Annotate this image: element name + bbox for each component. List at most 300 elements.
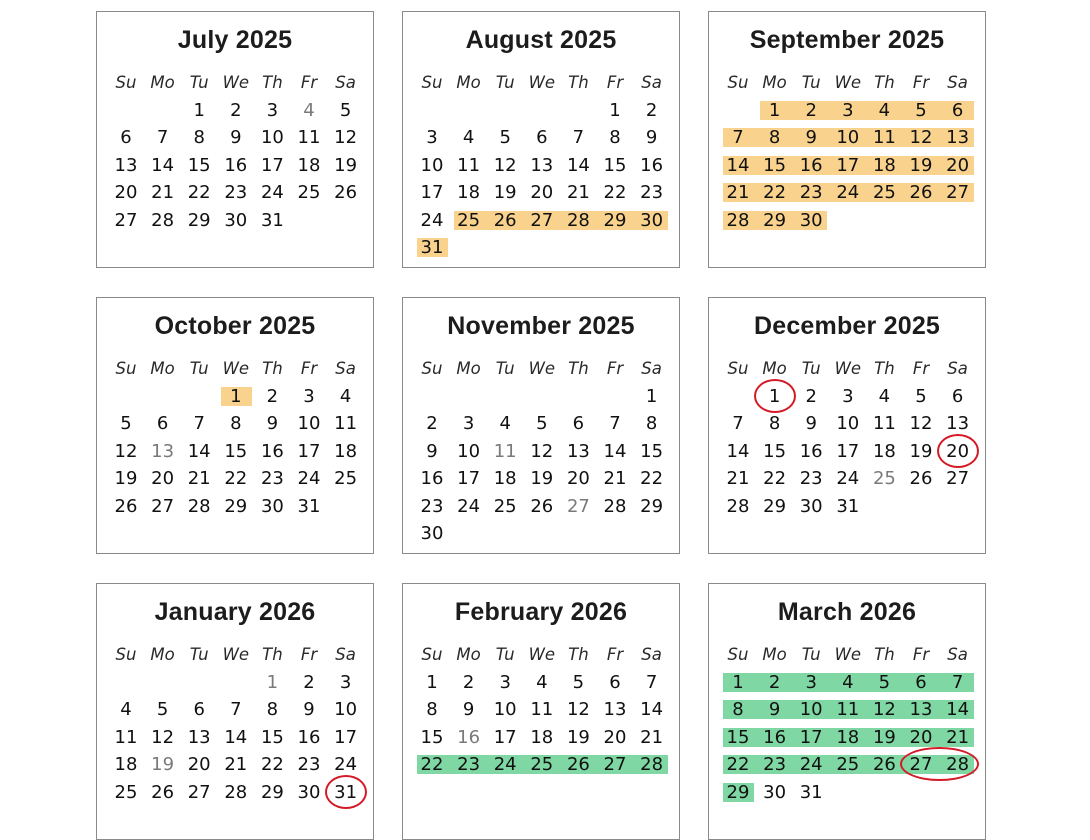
day-cell[interactable]: 26 <box>530 495 554 517</box>
day-cell[interactable]: 6 <box>609 672 621 693</box>
day-cell[interactable]: 19 <box>114 468 138 490</box>
day-cell[interactable]: 7 <box>609 413 621 435</box>
day-cell[interactable]: 29 <box>726 781 750 803</box>
day-cell[interactable]: 4 <box>499 413 511 435</box>
day-cell[interactable]: 1 <box>732 672 744 693</box>
day-cell[interactable]: 26 <box>334 182 358 204</box>
day-cell[interactable]: 2 <box>805 386 817 407</box>
day-cell[interactable]: 13 <box>151 440 175 462</box>
weekday-header: Sa <box>947 645 968 664</box>
day-cell[interactable]: 11 <box>297 127 321 149</box>
day-cell[interactable]: 21 <box>726 182 750 204</box>
day-cell[interactable]: 29 <box>763 495 787 517</box>
day-cell[interactable]: 23 <box>457 754 481 776</box>
day-cell[interactable]: 3 <box>266 100 279 121</box>
day-cell[interactable]: 10 <box>836 127 860 149</box>
day-cell[interactable]: 26 <box>909 182 933 204</box>
day-cell[interactable]: 20 <box>946 154 970 176</box>
day-cell[interactable]: 16 <box>763 726 787 748</box>
day-cell[interactable]: 3 <box>426 127 438 149</box>
day-cell[interactable]: 17 <box>493 726 517 748</box>
day-cell[interactable]: 28 <box>151 209 175 231</box>
day-cell[interactable]: 3 <box>303 386 315 407</box>
day-cell[interactable]: 7 <box>156 127 169 149</box>
weekday-header: Tu <box>495 359 515 378</box>
day-cell[interactable]: 19 <box>530 468 554 490</box>
day-cell[interactable]: 2 <box>303 672 315 693</box>
weekday-header: Su <box>421 645 443 664</box>
day-cell[interactable]: 17 <box>457 468 481 490</box>
day-cell[interactable]: 9 <box>768 699 781 721</box>
day-cell[interactable]: 5 <box>915 386 927 407</box>
day-cell[interactable]: 29 <box>187 209 211 231</box>
day-cell[interactable]: 14 <box>726 440 750 462</box>
weekday-header: Th <box>262 359 283 378</box>
day-cell[interactable]: 18 <box>872 154 896 176</box>
day-cell[interactable]: 8 <box>768 413 781 435</box>
day-cell[interactable]: 21 <box>726 468 750 490</box>
day-cell[interactable]: 19 <box>151 754 175 776</box>
day-cell[interactable]: 4 <box>536 672 548 693</box>
weekday-header: Mo <box>456 645 481 664</box>
day-cell[interactable]: 22 <box>260 754 284 776</box>
day-cell[interactable]: 15 <box>603 154 627 176</box>
day-cell[interactable]: 7 <box>951 672 964 693</box>
day-cell[interactable]: 8 <box>732 699 744 721</box>
day-cell[interactable]: 2 <box>768 672 781 693</box>
day-cell[interactable]: 27 <box>946 182 970 204</box>
day-cell[interactable]: 7 <box>732 413 744 435</box>
weekday-header: Su <box>115 359 137 378</box>
day-cell[interactable]: 16 <box>420 468 444 490</box>
day-cell[interactable]: 6 <box>951 386 964 407</box>
day-cell[interactable]: 4 <box>339 386 352 407</box>
day-cell[interactable]: 5 <box>156 699 169 721</box>
day-cell[interactable]: 16 <box>799 440 823 462</box>
day-cell[interactable]: 28 <box>726 209 750 231</box>
day-cell[interactable]: 1 <box>193 100 205 121</box>
day-cell[interactable]: 10 <box>457 440 481 462</box>
day-cell[interactable]: 21 <box>187 468 211 490</box>
day-cell[interactable]: 12 <box>151 726 175 748</box>
day-cell[interactable]: 29 <box>640 495 664 517</box>
day-cell[interactable]: 30 <box>763 781 787 803</box>
day-cell[interactable]: 18 <box>457 182 481 204</box>
weekday-header: We <box>528 645 556 664</box>
day-cell[interactable]: 24 <box>836 468 860 490</box>
day-cell[interactable]: 22 <box>726 754 750 776</box>
day-cell[interactable]: 13 <box>909 699 933 721</box>
day-cell[interactable]: 9 <box>303 699 315 721</box>
day-cell[interactable]: 5 <box>572 672 585 693</box>
day-cell[interactable]: 8 <box>193 127 205 149</box>
weekday-header: Mo <box>762 73 787 92</box>
circle-mark <box>754 379 796 413</box>
day-cell[interactable]: 28 <box>640 754 664 776</box>
day-cell[interactable]: 27 <box>909 754 933 776</box>
weekday-header: Su <box>115 645 137 664</box>
day-cell[interactable]: 18 <box>493 468 517 490</box>
month-title: March 2026 <box>777 598 917 626</box>
day-cell[interactable]: 5 <box>499 127 511 149</box>
day-cell[interactable]: 27 <box>603 754 627 776</box>
day-cell[interactable]: 31 <box>799 781 823 803</box>
day-cell[interactable]: 24 <box>799 754 823 776</box>
weekday-header: Fr <box>912 645 930 664</box>
day-cell[interactable]: 2 <box>462 672 475 693</box>
day-cell[interactable]: 17 <box>260 154 284 176</box>
day-cell[interactable]: 27 <box>151 495 175 517</box>
day-cell[interactable]: 24 <box>297 468 321 490</box>
day-cell[interactable]: 9 <box>462 699 475 721</box>
day-cell[interactable]: 28 <box>603 495 627 517</box>
day-cell[interactable]: 11 <box>334 413 358 435</box>
day-cell[interactable]: 9 <box>426 440 438 462</box>
day-cell[interactable]: 8 <box>266 699 279 721</box>
day-cell[interactable]: 18 <box>530 726 554 748</box>
day-cell[interactable]: 30 <box>260 495 284 517</box>
day-cell[interactable]: 12 <box>566 699 590 721</box>
day-cell[interactable]: 4 <box>878 100 891 121</box>
day-cell[interactable]: 29 <box>224 495 248 517</box>
day-cell[interactable]: 22 <box>763 468 787 490</box>
day-cell[interactable]: 10 <box>260 127 284 149</box>
day-cell[interactable]: 10 <box>334 699 358 721</box>
day-cell[interactable]: 8 <box>426 699 438 721</box>
day-cell[interactable]: 30 <box>799 209 823 231</box>
day-cell[interactable]: 8 <box>645 413 658 435</box>
day-cell[interactable]: 31 <box>420 237 444 258</box>
day-cell[interactable]: 23 <box>763 754 787 776</box>
day-cell[interactable]: 1 <box>230 386 242 407</box>
weekday-header: Tu <box>189 645 209 664</box>
day-cell[interactable]: 15 <box>726 726 750 748</box>
day-cell[interactable]: 22 <box>187 182 211 204</box>
day-cell[interactable]: 20 <box>946 440 970 462</box>
day-cell[interactable]: 14 <box>151 154 175 176</box>
day-cell[interactable]: 16 <box>297 726 321 748</box>
day-cell[interactable]: 5 <box>120 413 132 435</box>
day-cell[interactable]: 25 <box>872 468 896 490</box>
day-cell[interactable]: 29 <box>763 209 787 231</box>
day-cell[interactable]: 15 <box>224 440 248 462</box>
weekday-header: Mo <box>456 359 481 378</box>
day-cell[interactable]: 13 <box>187 726 211 748</box>
day-cell[interactable]: 15 <box>763 154 787 176</box>
day-cell[interactable]: 5 <box>536 413 548 435</box>
day-cell[interactable]: 15 <box>640 440 664 462</box>
day-cell[interactable]: 24 <box>334 754 358 776</box>
day-cell[interactable]: 13 <box>530 154 554 176</box>
day-cell[interactable]: 2 <box>645 100 658 121</box>
day-cell[interactable]: 19 <box>493 182 517 204</box>
day-cell[interactable]: 25 <box>334 468 358 490</box>
month-title: September 2025 <box>749 26 945 54</box>
day-cell[interactable]: 28 <box>224 781 248 803</box>
day-cell[interactable]: 13 <box>946 127 970 149</box>
day-cell[interactable]: 18 <box>297 154 321 176</box>
day-cell[interactable]: 6 <box>951 100 964 121</box>
day-cell[interactable]: 30 <box>640 209 664 231</box>
day-cell[interactable]: 20 <box>566 468 590 490</box>
day-cell[interactable]: 18 <box>334 440 358 462</box>
day-cell[interactable]: 30 <box>297 781 321 803</box>
day-cell[interactable]: 1 <box>266 672 279 693</box>
day-cell[interactable]: 23 <box>640 182 664 204</box>
day-cell[interactable]: 20 <box>187 754 211 776</box>
day-cell[interactable]: 13 <box>566 440 590 462</box>
day-cell[interactable]: 16 <box>224 154 248 176</box>
day-cell[interactable]: 23 <box>260 468 284 490</box>
day-cell[interactable]: 20 <box>603 726 627 748</box>
day-cell[interactable]: 14 <box>726 154 750 176</box>
day-cell[interactable]: 20 <box>114 182 138 204</box>
day-cell[interactable]: 1 <box>609 100 621 121</box>
day-cell[interactable]: 13 <box>114 154 138 176</box>
day-cell[interactable]: 6 <box>120 127 132 149</box>
day-cell[interactable]: 9 <box>266 413 279 435</box>
day-cell[interactable]: 6 <box>193 699 205 721</box>
day-cell[interactable]: 1 <box>645 386 658 407</box>
day-cell[interactable]: 2 <box>805 100 817 121</box>
day-cell[interactable]: 22 <box>224 468 248 490</box>
day-cell[interactable]: 13 <box>603 699 627 721</box>
day-cell[interactable]: 3 <box>499 672 511 693</box>
day-cell[interactable]: 2 <box>230 100 242 121</box>
weekday-header: Fr <box>912 73 930 92</box>
weekday-header: Tu <box>801 645 821 664</box>
day-cell[interactable]: 14 <box>640 699 664 721</box>
day-cell[interactable]: 10 <box>836 413 860 435</box>
day-cell[interactable]: 11 <box>457 154 481 176</box>
day-cell[interactable]: 18 <box>114 754 138 776</box>
day-cell[interactable]: 6 <box>572 413 585 435</box>
day-cell[interactable]: 28 <box>566 209 590 231</box>
circle-mark <box>937 434 979 468</box>
day-cell[interactable]: 17 <box>799 726 823 748</box>
day-cell[interactable]: 8 <box>768 127 781 149</box>
day-cell[interactable]: 31 <box>260 209 284 231</box>
day-cell[interactable]: 4 <box>120 699 132 721</box>
day-cell[interactable]: 16 <box>640 154 664 176</box>
day-cell[interactable]: 14 <box>566 154 590 176</box>
day-cell[interactable]: 30 <box>224 209 248 231</box>
day-cell[interactable]: 9 <box>805 413 817 435</box>
day-cell[interactable]: 14 <box>603 440 627 462</box>
day-cell[interactable]: 18 <box>872 440 896 462</box>
day-cell[interactable]: 31 <box>297 495 321 517</box>
day-cell[interactable]: 17 <box>836 440 860 462</box>
day-cell[interactable]: 20 <box>151 468 175 490</box>
day-cell[interactable]: 21 <box>224 754 248 776</box>
day-cell[interactable]: 6 <box>156 413 169 435</box>
day-cell[interactable]: 19 <box>909 154 933 176</box>
day-cell[interactable]: 29 <box>603 209 627 231</box>
day-cell[interactable]: 30 <box>799 495 823 517</box>
day-cell[interactable]: 15 <box>763 440 787 462</box>
day-cell[interactable]: 6 <box>536 127 548 149</box>
day-cell[interactable]: 24 <box>420 209 444 231</box>
day-cell[interactable]: 11 <box>530 699 554 721</box>
day-cell[interactable]: 9 <box>645 127 658 149</box>
day-cell[interactable]: 26 <box>872 754 896 776</box>
day-cell[interactable]: 12 <box>909 413 933 435</box>
day-cell[interactable]: 27 <box>530 209 554 231</box>
day-cell[interactable]: 16 <box>799 154 823 176</box>
day-cell[interactable]: 6 <box>915 672 927 693</box>
day-cell[interactable]: 10 <box>799 699 823 721</box>
day-cell[interactable]: 27 <box>114 209 138 231</box>
month-title: December 2025 <box>753 312 941 340</box>
day-cell[interactable]: 23 <box>224 182 248 204</box>
day-cell[interactable]: 16 <box>260 440 284 462</box>
day-cell[interactable]: 21 <box>566 182 590 204</box>
day-cell[interactable]: 12 <box>114 440 138 462</box>
day-cell[interactable]: 18 <box>836 726 860 748</box>
day-cell[interactable]: 21 <box>603 468 627 490</box>
day-cell[interactable]: 5 <box>339 100 352 121</box>
day-cell[interactable]: 31 <box>334 781 358 803</box>
day-cell[interactable]: 22 <box>603 182 627 204</box>
day-cell[interactable]: 7 <box>732 127 744 149</box>
day-cell[interactable]: 15 <box>260 726 284 748</box>
day-cell[interactable]: 12 <box>530 440 554 462</box>
day-cell[interactable]: 25 <box>114 781 138 803</box>
day-cell[interactable]: 4 <box>303 100 315 121</box>
weekday-header: Sa <box>335 359 356 378</box>
day-cell[interactable]: 25 <box>872 182 896 204</box>
day-cell[interactable]: 21 <box>640 726 664 748</box>
day-cell[interactable]: 11 <box>872 413 896 435</box>
day-cell[interactable]: 2 <box>426 413 438 435</box>
weekday-header: Th <box>262 645 283 664</box>
day-cell[interactable]: 22 <box>420 754 444 776</box>
day-cell[interactable]: 28 <box>187 495 211 517</box>
day-cell[interactable]: 27 <box>566 495 590 517</box>
day-cell[interactable]: 24 <box>493 754 517 776</box>
day-cell[interactable]: 30 <box>420 523 444 544</box>
day-cell[interactable]: 25 <box>530 754 554 776</box>
day-cell[interactable]: 17 <box>297 440 321 462</box>
day-cell[interactable]: 29 <box>260 781 284 803</box>
day-cell[interactable]: 14 <box>187 440 211 462</box>
day-cell[interactable]: 10 <box>493 699 517 721</box>
day-cell[interactable]: 15 <box>420 726 444 748</box>
day-cell[interactable]: 11 <box>493 440 517 462</box>
day-cell[interactable]: 11 <box>836 699 860 721</box>
day-cell[interactable]: 11 <box>114 726 138 748</box>
day-cell[interactable]: 17 <box>334 726 358 748</box>
day-cell[interactable]: 23 <box>420 495 444 517</box>
weekday-header: Su <box>727 645 749 664</box>
day-cell[interactable]: 19 <box>566 726 590 748</box>
weekday-header: Mo <box>150 359 175 378</box>
day-cell[interactable]: 4 <box>878 386 891 407</box>
day-cell[interactable]: 21 <box>946 726 970 748</box>
day-cell[interactable]: 9 <box>230 127 242 149</box>
day-cell[interactable]: 12 <box>493 154 517 176</box>
day-cell[interactable]: 28 <box>946 754 970 776</box>
day-cell[interactable]: 12 <box>334 127 358 149</box>
day-cell[interactable]: 12 <box>872 699 896 721</box>
day-cell[interactable]: 2 <box>266 386 279 407</box>
day-cell[interactable]: 1 <box>768 386 781 407</box>
day-cell[interactable]: 26 <box>909 468 933 490</box>
day-cell[interactable]: 9 <box>805 127 817 149</box>
day-cell[interactable]: 26 <box>151 781 175 803</box>
day-cell[interactable]: 8 <box>609 127 621 149</box>
day-cell[interactable]: 22 <box>763 182 787 204</box>
day-cell[interactable]: 24 <box>836 182 860 204</box>
day-cell[interactable]: 10 <box>420 154 444 176</box>
day-cell[interactable]: 24 <box>260 182 284 204</box>
day-cell[interactable]: 19 <box>872 726 896 748</box>
day-cell[interactable]: 23 <box>799 468 823 490</box>
day-cell[interactable]: 17 <box>836 154 860 176</box>
weekday-header: Su <box>727 73 749 92</box>
day-cell[interactable]: 16 <box>457 726 481 748</box>
day-cell[interactable]: 26 <box>493 209 517 231</box>
day-cell[interactable]: 10 <box>297 413 321 435</box>
day-cell[interactable]: 15 <box>187 154 211 176</box>
day-cell[interactable]: 25 <box>297 182 321 204</box>
day-cell[interactable]: 19 <box>909 440 933 462</box>
day-cell[interactable]: 27 <box>187 781 211 803</box>
day-cell[interactable]: 28 <box>726 495 750 517</box>
day-cell[interactable]: 4 <box>842 672 854 693</box>
weekday-header: Tu <box>189 359 209 378</box>
day-cell[interactable]: 23 <box>297 754 321 776</box>
day-cell[interactable]: 20 <box>909 726 933 748</box>
day-cell[interactable]: 4 <box>462 127 475 149</box>
day-cell[interactable]: 1 <box>768 100 781 121</box>
day-cell[interactable]: 8 <box>230 413 242 435</box>
day-cell[interactable]: 23 <box>799 182 823 204</box>
day-cell[interactable]: 27 <box>946 468 970 490</box>
day-cell[interactable]: 13 <box>946 413 970 435</box>
day-cell[interactable]: 7 <box>572 127 585 149</box>
day-cell[interactable]: 20 <box>530 182 554 204</box>
day-cell[interactable]: 26 <box>114 495 138 517</box>
day-cell[interactable]: 3 <box>842 100 854 121</box>
day-cell[interactable]: 11 <box>872 127 896 149</box>
day-cell[interactable]: 3 <box>462 413 475 435</box>
day-cell[interactable]: 25 <box>836 754 860 776</box>
day-cell[interactable]: 24 <box>457 495 481 517</box>
day-cell[interactable]: 7 <box>193 413 205 435</box>
day-cell[interactable]: 22 <box>640 468 664 490</box>
day-cell[interactable]: 14 <box>224 726 248 748</box>
day-cell[interactable]: 17 <box>420 182 444 204</box>
day-cell[interactable]: 5 <box>915 100 927 121</box>
day-cell[interactable]: 7 <box>230 699 242 721</box>
day-cell[interactable]: 25 <box>457 209 481 231</box>
day-cell[interactable]: 3 <box>339 672 352 693</box>
day-cell[interactable]: 25 <box>493 495 517 517</box>
day-cell[interactable]: 5 <box>878 672 891 693</box>
day-cell[interactable]: 3 <box>842 386 854 407</box>
day-cell[interactable]: 14 <box>946 699 970 721</box>
day-cell[interactable]: 21 <box>151 182 175 204</box>
day-cell[interactable]: 31 <box>836 495 860 517</box>
weekday-header: Tu <box>801 73 821 92</box>
day-cell[interactable]: 19 <box>334 154 358 176</box>
day-cell[interactable]: 7 <box>645 672 658 693</box>
day-cell[interactable]: 26 <box>566 754 590 776</box>
day-cell[interactable]: 3 <box>805 672 817 693</box>
day-cell[interactable]: 1 <box>426 672 438 693</box>
day-cell[interactable]: 12 <box>909 127 933 149</box>
